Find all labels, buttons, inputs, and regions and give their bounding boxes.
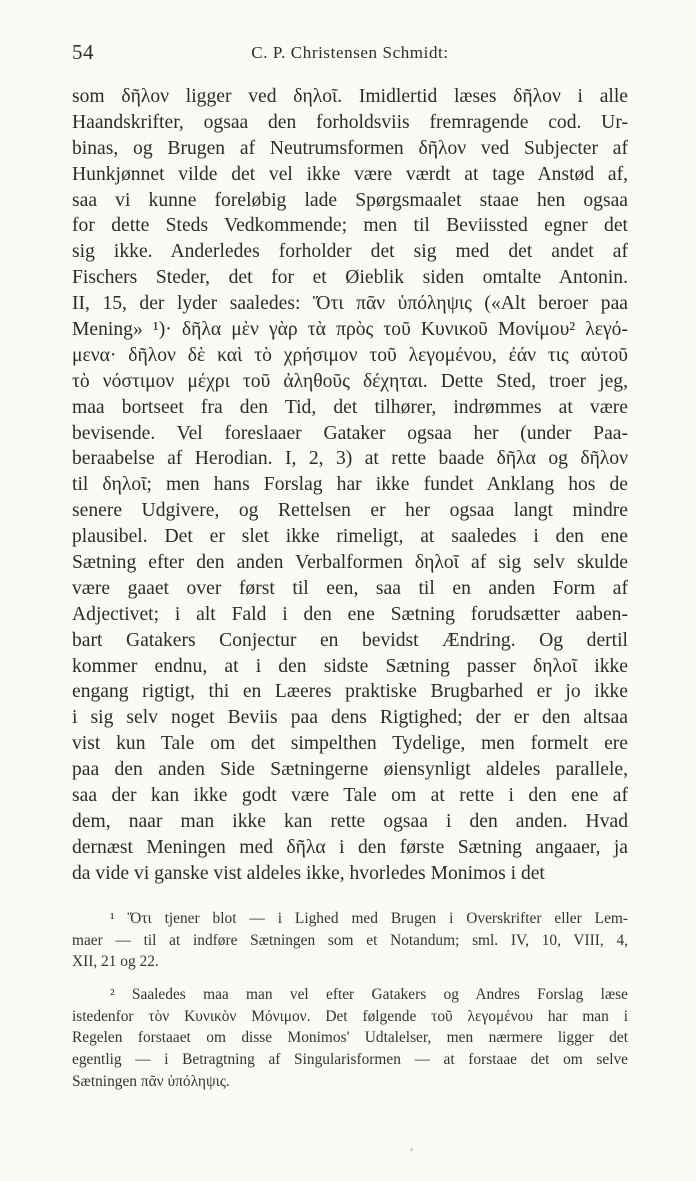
text-line: som δῆλον ligger ved δηλοῖ. Imidlertid læses δῆλον i alle: [72, 86, 628, 107]
footnote-2: [72, 984, 628, 1092]
text-line: dem, naar man ikke kan rette ogsaa i den anden. Hvad: [72, 810, 628, 832]
text-line: bart Gatakers Conjectur en bevidst Ændring. Og dertil: [72, 629, 628, 651]
text-line: Haandskrifter, ogsaa den forholdsviis fremragende cod. Ur-: [72, 111, 628, 133]
text-line: for dette Steds Vedkommende; men til Beviissted egner det: [72, 215, 628, 237]
footnote-line: egentlig — i Betragtning af Singularisformen — at forstaae det om selve: [72, 1051, 628, 1069]
text-line: være gaaet over først til een, saa til en anden Form af: [72, 577, 628, 599]
text-line: Hunkjønnet vilde det vel ikke være værdt at tage Anstød af,: [72, 163, 628, 185]
footnote-line: ¹ Ὅτι tjener blot — i Lighed med Brugen i Overskrifter eller Lem-: [110, 910, 628, 927]
text-line: Mening» ¹)· δῆλα μὲν γὰρ τὰ πρὸς τοῦ Κυνικοῦ Μονίμου² λεγό-: [72, 319, 628, 341]
text-line: bevisende. Vel foreslaaer Gataker ogsaa her (under Paa-: [72, 422, 628, 444]
text-line: sig ikke. Anderledes forholder det sig med det andet af: [72, 241, 628, 263]
footnote-line: XII, 21 og 22.: [72, 953, 159, 971]
text-line: til δηλοῖ; men hans Forslag har ikke fundet Anklang hos de: [72, 474, 628, 496]
text-line: saa vi kunne foreløbig lade Spørgsmaalet staae hen ogsaa: [72, 189, 628, 211]
footnotes: [72, 908, 628, 1104]
text-line: maa bortseet fra den Tid, det tilhører, indrømmes at være: [72, 396, 628, 418]
running-title: C. P. Christensen Schmidt:: [251, 43, 449, 62]
footnote-line: Regelen forstaaet om disse Monimos' Udtalelser, men nærmere ligger det: [72, 1029, 628, 1047]
text-line: vist kun Tale om det simpelthen Tydelige, men formelt ere: [72, 733, 628, 755]
page-number: 54: [72, 40, 94, 64]
text-line: saa der kan ikke godt være Tale om at rette i den ene af: [72, 785, 628, 807]
text-line: II, 15, der lyder saaledes: Ὅτι πᾶν ὑπόληψις («Alt beroer paa: [72, 293, 628, 315]
text-line: Fischers Steder, det for et Øieblik siden omtalte Antonin.: [72, 267, 628, 289]
footnote-line: maer — til at indføre Sætningen som et Notandum; sml. IV, 10, VIII, 4,: [72, 931, 628, 949]
text-line: paa den anden Side Sætningerne øiensynligt aldeles parallele,: [72, 759, 628, 781]
body-text: [72, 84, 628, 887]
text-line: μενα· δῆλον δὲ καὶ τὸ χρήσιμον τοῦ λεγομένου, ἐάν τις αὐτοῦ: [72, 344, 628, 366]
text-line: kommer endnu, at i den sidste Sætning passer δηλοῖ ikke: [72, 655, 628, 677]
text-line: senere Udgivere, og Rettelsen er her ogsaa langt mindre: [72, 500, 628, 522]
footnote-line: ² Saaledes maa man vel efter Gatakers og Andres Forslag læse: [110, 986, 628, 1004]
text-line: beraabelse af Herodian. I, 2, 3) at rette baade δῆλα og δῆλον: [72, 448, 628, 470]
text-line: dernæst Meningen med δῆλα i den første Sætning angaaer, ja: [72, 836, 628, 858]
text-line: binas, og Brugen af Neutrumsformen δῆλον ved Subjecter af: [72, 137, 628, 159]
text-line: Sætning efter den anden Verbalformen δηλοῖ af sig selv skulde: [72, 552, 628, 574]
text-line: τὸ νόστιμον μέχρι τοῦ ἀληθοῦς δέχηται. Dette Sted, troer jeg,: [72, 370, 628, 392]
page-header: [72, 40, 628, 68]
text-line: da vide vi ganske vist aldeles ikke, hvorledes Monimos i det: [72, 862, 545, 884]
footnote-1: [72, 908, 628, 973]
paper-speck: [410, 1148, 413, 1151]
text-line: Adjectivet; i alt Fald i den ene Sætning forudsætter aaben-: [72, 603, 628, 625]
footnote-line: istedenfor τὸν Κυνικὸν Μόνιμον. Det følgende τοῦ λεγομένου har man i: [72, 1007, 628, 1025]
footnote-line: Sætningen πᾶν ὑπόληψις.: [72, 1072, 230, 1090]
text-line: i sig selv noget Beviis paa dens Rigtighed; der er den altsaa: [72, 707, 628, 729]
text-line: engang rigtigt, thi en Læeres praktiske Brugbarhed er jo ikke: [72, 681, 628, 703]
text-line: plausibel. Det er slet ikke rimeligt, at saaledes i den ene: [72, 526, 628, 548]
